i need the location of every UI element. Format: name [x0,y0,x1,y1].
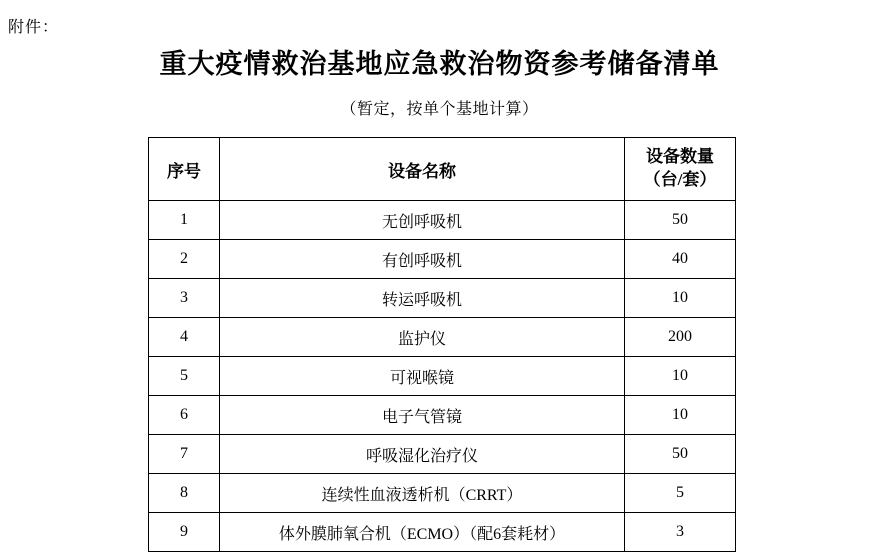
cell-no: 1 [149,201,220,240]
cell-qty: 50 [625,435,736,474]
table-row [149,357,736,396]
cell-name: 无创呼吸机 [220,201,625,240]
cell-qty: 3 [625,513,736,552]
page-subtitle: （暂定，按单个基地计算） [340,101,539,118]
cell-name: 有创呼吸机 [220,240,625,279]
column-header-name: 设备名称 [220,138,625,201]
table-body [149,201,736,552]
cell-name: 体外膜肺氧合机（ECMO）（配6套耗材） [220,513,625,552]
table-row [149,435,736,474]
table-row [149,318,736,357]
cell-no: 2 [149,240,220,279]
supply-table-container [148,137,732,552]
table-header [149,138,736,201]
cell-no: 3 [149,279,220,318]
cell-no: 8 [149,474,220,513]
table-row [149,513,736,552]
attachment-label: 附件： [8,19,60,36]
column-header-no: 序号 [149,138,220,201]
cell-no: 7 [149,435,220,474]
table-header-row [149,138,736,201]
cell-qty: 10 [625,357,736,396]
table-row [149,201,736,240]
cell-name: 监护仪 [220,318,625,357]
cell-no: 4 [149,318,220,357]
table-row [149,279,736,318]
cell-no: 5 [149,357,220,396]
supply-table [148,137,736,552]
page-title: 重大疫情救治基地应急救治物资参考储备清单 [159,49,720,79]
cell-qty: 40 [625,240,736,279]
cell-no: 6 [149,396,220,435]
column-header-qty-line1: 设备数量 [646,147,714,167]
table-row [149,474,736,513]
cell-name: 转运呼吸机 [220,279,625,318]
cell-qty: 10 [625,279,736,318]
cell-qty: 200 [625,318,736,357]
cell-qty: 10 [625,396,736,435]
cell-name: 可视喉镜 [220,357,625,396]
cell-no: 9 [149,513,220,552]
cell-name: 连续性血液透析机（CRRT） [220,474,625,513]
cell-name: 呼吸湿化治疗仪 [220,435,625,474]
table-row [149,240,736,279]
cell-qty: 5 [625,474,736,513]
table-row [149,396,736,435]
column-header-qty [625,138,736,201]
cell-name: 电子气管镜 [220,396,625,435]
cell-qty: 50 [625,201,736,240]
column-header-qty-line2: （台/套） [643,170,717,189]
